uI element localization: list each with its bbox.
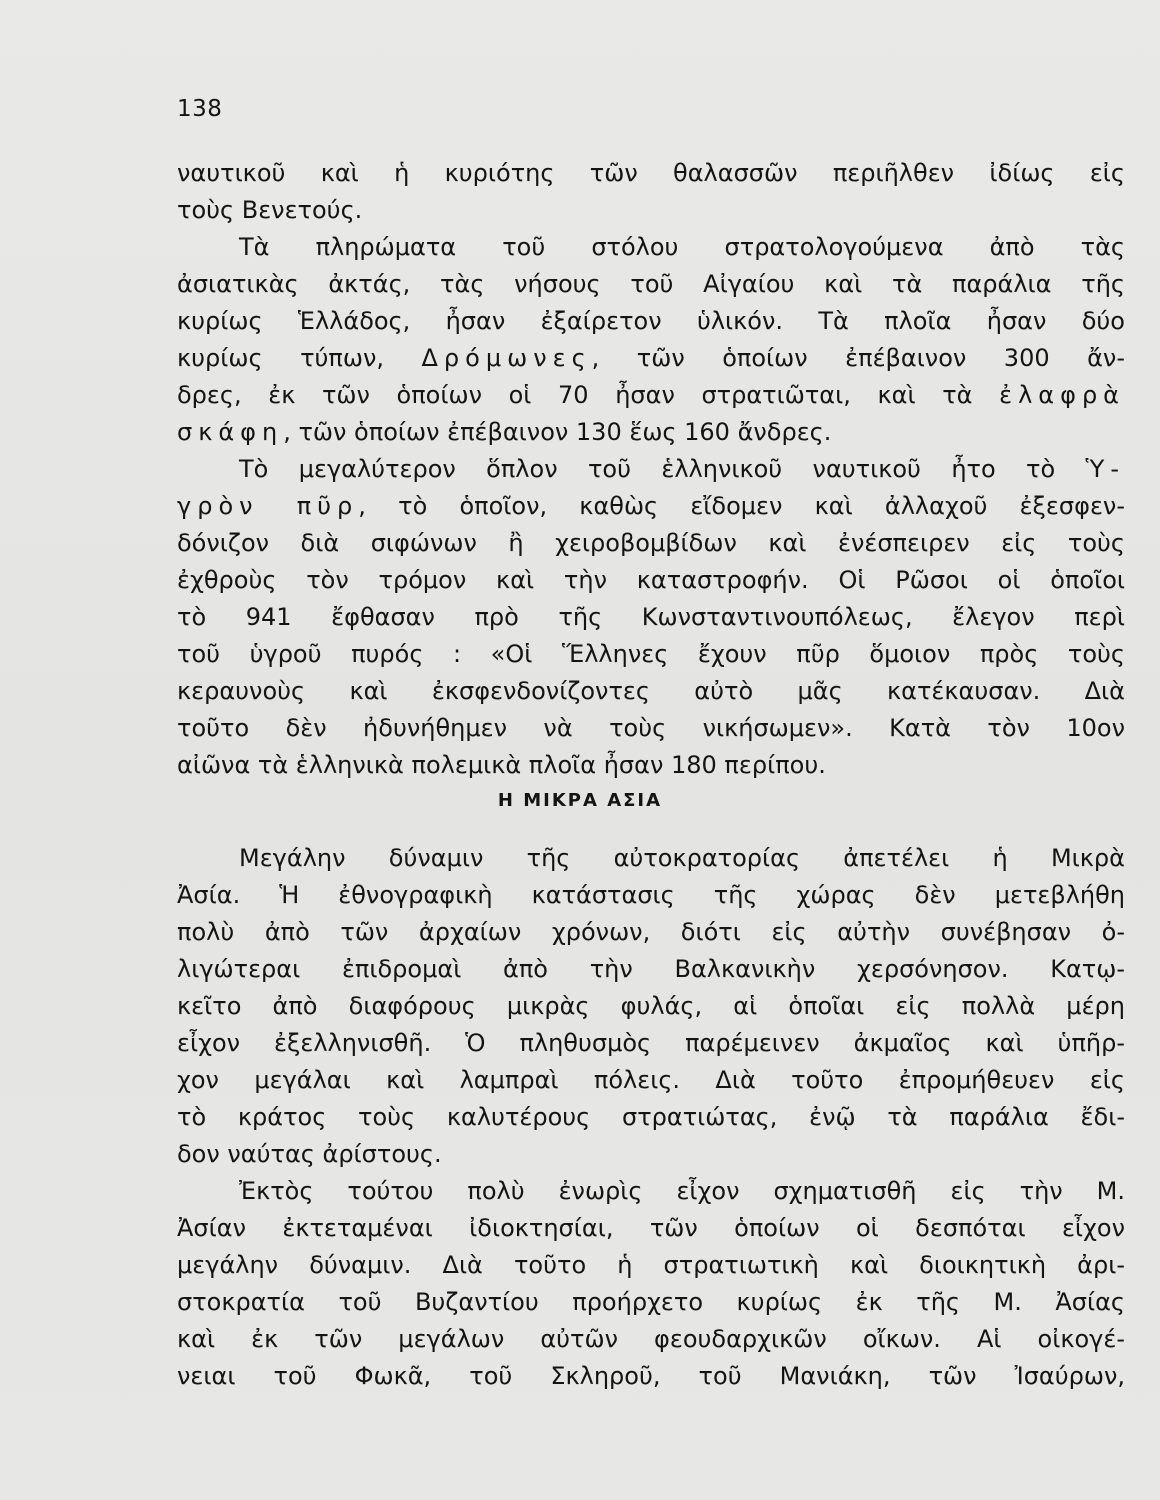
body-text-section-1 — [177, 155, 1125, 784]
text-line: δον ναύτας ἀρίστους. — [177, 1140, 442, 1168]
text-line-composite — [177, 488, 1125, 525]
text-run: Τὸ μεγαλύτερον ὅπλον τοῦ ἑλληνικοῦ ναυτικοῦ ἦτο τὸ — [239, 455, 1056, 483]
text-line: δόνιζον διὰ σιφώνων ἢ χειροβομβίδων καὶ ἐνέσπειρεν εἰς τοὺς — [177, 529, 1125, 557]
text-line: αἰῶνα τὰ ἑλληνικὰ πολεμικὰ πλοῖα ἦσαν 180 περίπου. — [177, 751, 826, 779]
text-line: ἐχθροὺς τὸν τρόμον καὶ τὴν καταστροφήν. Οἱ Ρῶσοι οἱ ὁποῖοι — [177, 566, 1125, 594]
text-line: τοῦ ὑγροῦ πυρός : «Οἱ Ἕλληνες ἔχουν πῦρ ὅμοιον πρὸς τοὺς — [177, 640, 1125, 668]
text-line: ναυτικοῦ καὶ ἡ κυριότης τῶν θαλασσῶν περιῆλθεν ἰδίως εἰς — [177, 159, 1125, 187]
text-line: καὶ ἐκ τῶν μεγάλων αὐτῶν φεουδαρχικῶν οἴκων. Αἱ οἰκογέ- — [177, 1325, 1125, 1353]
text-line: Τὰ πληρώματα τοῦ στόλου στρατολογούμενα ἀπὸ τὰς — [239, 233, 1125, 261]
text-line: στοκρατία τοῦ Βυζαντίου προήρχετο κυρίως ἐκ τῆς Μ. Ἀσίας — [177, 1288, 1125, 1316]
text-line: κυρίως Ἑλλάδος, ἦσαν ἐξαίρετον ὑλικόν. Τὰ πλοῖα ἦσαν δύο — [177, 307, 1125, 335]
spaced-term-skafi: σκάφη — [177, 418, 284, 446]
text-line-composite — [177, 340, 1125, 377]
spaced-term-ygron-part1: Ὑ- — [1085, 455, 1125, 483]
text-run: κυρίως τύπων, — [177, 344, 384, 372]
text-run: δρες, ἐκ τῶν ὁποίων οἱ 70 ἦσαν στρατιῶται, καὶ τὰ — [177, 381, 973, 409]
spaced-term-dromones: Δρόμωνες — [421, 344, 592, 372]
page-number: 138 — [177, 96, 223, 122]
text-line: χον μεγάλαι καὶ λαμπραὶ πόλεις. Διὰ τοῦτο ἐπρομήθευεν εἰς — [177, 1066, 1125, 1094]
text-line: ἀσιατικὰς ἀκτάς, τὰς νήσους τοῦ Αἰγαίου καὶ τὰ παράλια τῆς — [177, 270, 1125, 298]
text-line: τοῦτο δὲν ἠδυνήθημεν νὰ τοὺς νικήσωμεν». Κατὰ τὸν 10ον — [177, 714, 1125, 742]
text-line: εἶχον ἐξελληνισθῆ. Ὁ πληθυσμὸς παρέμεινεν ἀκμαῖος καὶ ὑπῆρ- — [177, 1029, 1125, 1057]
text-line: μεγάλην δύναμιν. Διὰ τοῦτο ἡ στρατιωτικὴ καὶ διοικητικὴ ἀρι- — [177, 1251, 1125, 1279]
text-run: , τῶν ὁποίων ἐπέβαινον 130 ἕως 160 ἄνδρες. — [283, 418, 832, 446]
text-run: , τῶν ὁποίων ἐπέβαινον 300 ἄν- — [591, 344, 1125, 372]
text-line: πολὺ ἀπὸ τῶν ἀρχαίων χρόνων, διότι εἰς αὐτὴν συνέβησαν ὀ- — [177, 918, 1125, 946]
text-run: , τὸ ὁποῖον, καθὼς εἴδομεν καὶ ἀλλαχοῦ ἐξεσφεν- — [358, 492, 1125, 520]
text-line: τοὺς Βενετούς. — [177, 196, 363, 224]
text-line-composite — [177, 414, 1125, 451]
text-line-composite — [177, 451, 1125, 488]
text-line: Ἀσίαν ἐκτεταμέναι ἰδιοκτησίαι, τῶν ὁποίων οἱ δεσπόται εἶχον — [177, 1214, 1125, 1242]
spaced-term-elafra: ἐλαφρὰ — [999, 381, 1125, 409]
text-line: κεῖτο ἀπὸ διαφόρους μικρὰς φυλάς, αἱ ὁποῖαι εἰς πολλὰ μέρη — [177, 992, 1125, 1020]
text-line: Ἀσία. Ἡ ἐθνογραφικὴ κατάστασις τῆς χώρας δὲν μετεβλήθη — [177, 881, 1125, 909]
text-line-composite — [177, 377, 1125, 414]
text-line: τὸ κράτος τοὺς καλυτέρους στρατιώτας, ἐνῷ τὰ παράλια ἔδι- — [177, 1103, 1125, 1131]
section-heading: Η ΜΙΚΡΑ ΑΣΙΑ — [497, 790, 663, 811]
text-line: Ἐκτὸς τούτου πολὺ ἐνωρὶς εἶχον σχηματισθῆ εἰς τὴν Μ. — [239, 1177, 1125, 1205]
text-line: Μεγάλην δύναμιν τῆς αὐτοκρατορίας ἀπετέλει ἡ Μικρὰ — [239, 844, 1125, 872]
body-text-section-2 — [177, 840, 1125, 1395]
text-line: κεραυνοὺς καὶ ἐκσφενδονίζοντες αὐτὸ μᾶς κατέκαυσαν. Διὰ — [177, 677, 1125, 705]
text-line: νειαι τοῦ Φωκᾶ, τοῦ Σκληροῦ, τοῦ Μανιάκη, τῶν Ἰσαύρων, — [177, 1362, 1125, 1390]
text-line: τὸ 941 ἔφθασαν πρὸ τῆς Κωνσταντινουπόλεως, ἔλεγον περὶ — [177, 603, 1125, 631]
text-line: λιγώτεραι ἐπιδρομαὶ ἀπὸ τὴν Βαλκανικὴν χερσόνησον. Κατῳ- — [177, 955, 1125, 983]
spaced-term-ygron-part2: γρὸν πῦρ — [177, 492, 359, 520]
